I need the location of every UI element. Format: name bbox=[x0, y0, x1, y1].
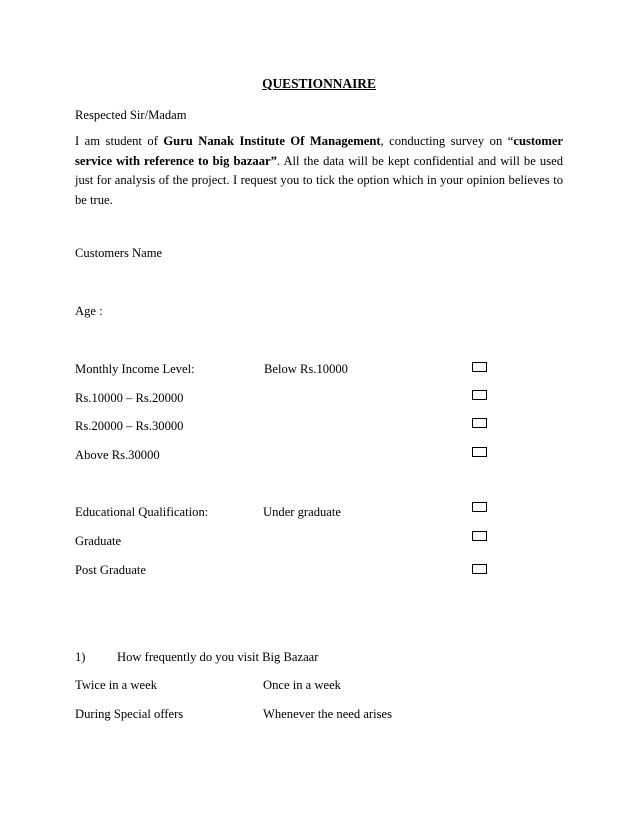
income-option-10000-20000: Rs.10000 – Rs.20000 bbox=[75, 391, 184, 405]
age-label: Age : bbox=[75, 304, 103, 318]
income-label: Monthly Income Level: bbox=[75, 362, 195, 376]
page-title: QUESTIONNAIRE bbox=[262, 76, 376, 91]
education-under-graduate-checkbox[interactable] bbox=[472, 502, 487, 512]
salutation: Respected Sir/Madam bbox=[75, 108, 187, 122]
income-10000-20000-checkbox[interactable] bbox=[472, 390, 487, 400]
education-label: Educational Qualification: bbox=[75, 505, 209, 519]
question-1-number: 1) bbox=[75, 650, 86, 664]
income-option-20000-30000: Rs.20000 – Rs.30000 bbox=[75, 419, 184, 433]
survey-topic: customer service with reference to big bazaar” bbox=[75, 134, 564, 168]
q1-option-need-arises: Whenever the need arises bbox=[263, 707, 393, 721]
intro-text-1: I am student of bbox=[75, 134, 164, 148]
question-1-text: How frequently do you visit Big Bazaar bbox=[117, 650, 319, 664]
income-option-below-10000: Below Rs.10000 bbox=[264, 362, 348, 376]
institute-name: Guru Nanak Institute Of Management bbox=[163, 134, 381, 148]
education-option-post-graduate: Post Graduate bbox=[75, 563, 146, 577]
intro-paragraph bbox=[75, 132, 563, 210]
income-20000-30000-checkbox[interactable] bbox=[472, 418, 487, 428]
q1-option-special-offers: During Special offers bbox=[75, 707, 184, 721]
q1-option-twice-a-week: Twice in a week bbox=[75, 678, 157, 692]
education-option-graduate: Graduate bbox=[75, 534, 122, 548]
intro-text-2: , conducting survey on “ bbox=[380, 134, 514, 148]
intro-text-3: . All the data will be kept confidential and will be used just for analysis of the project. I request you to tick the option which in your opinion believes to be true. bbox=[75, 153, 564, 207]
income-below-10000-checkbox[interactable] bbox=[472, 362, 487, 372]
q1-option-once-a-week: Once in a week bbox=[263, 678, 341, 692]
customer-name-label: Customers Name bbox=[75, 246, 163, 260]
education-option-under-graduate: Under graduate bbox=[263, 505, 341, 519]
education-post-graduate-checkbox[interactable] bbox=[472, 564, 487, 574]
education-graduate-checkbox[interactable] bbox=[472, 531, 487, 541]
income-option-above-30000: Above Rs.30000 bbox=[75, 448, 160, 462]
income-above-30000-checkbox[interactable] bbox=[472, 447, 487, 457]
